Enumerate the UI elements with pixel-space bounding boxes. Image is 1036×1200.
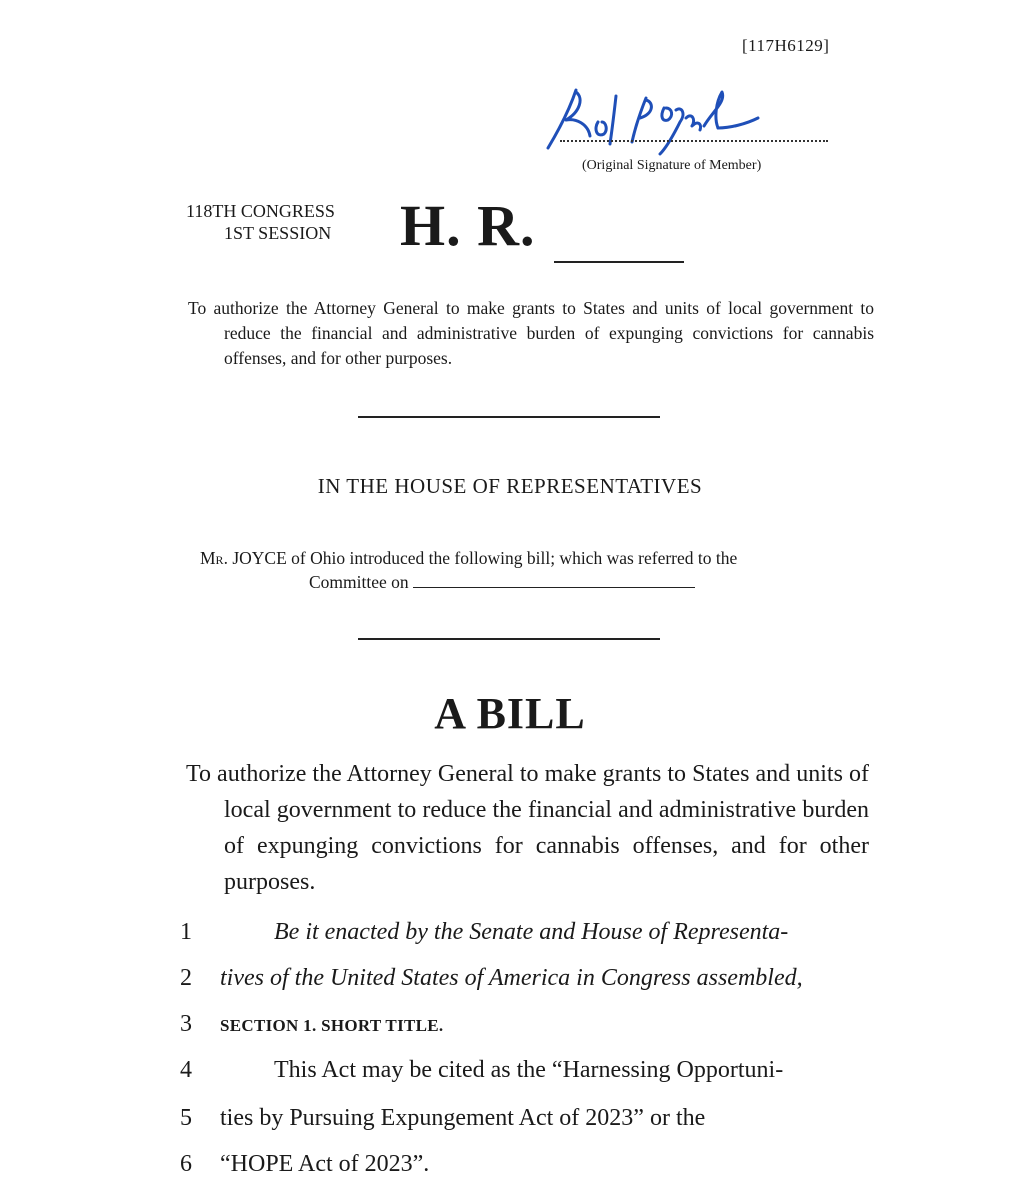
- divider-rule: [358, 638, 660, 640]
- line-number: 6: [180, 1151, 192, 1177]
- document-id: [117H6129]: [742, 36, 830, 55]
- bill-line: [180, 1004, 840, 1044]
- committee-label: Committee on: [309, 572, 409, 592]
- bill-line: [180, 912, 840, 952]
- chamber-heading: IN THE HOUSE OF REPRESENTATIVES: [317, 474, 703, 498]
- divider-rule: [358, 416, 660, 418]
- committee-blank: [413, 573, 695, 588]
- member-signature: [536, 78, 776, 158]
- bill-heading: A BILL: [434, 689, 586, 738]
- hr-title: H. R.: [400, 193, 536, 258]
- short-description: To authorize the Attorney General to make grants to States and units of local government to reduce the financial and administrative burden of expunging convictions for cannabis offenses, and for other purposes.: [188, 298, 874, 368]
- introduction-paragraph: [200, 546, 840, 594]
- committee-line: [200, 570, 840, 594]
- sponsor-name: Mr. JOYCE: [200, 548, 287, 568]
- bill-number-blank: [554, 261, 684, 263]
- long-title: To authorize the Attorney General to make grants to States and units of local government to reduce the financial and administrative burden of expunging convictions for cannabis offenses, and for other purposes.: [186, 761, 869, 895]
- congress-line: 118TH CONGRESS: [186, 201, 335, 221]
- line-text: This Act may be cited as the “Harnessing Opportuni-: [274, 1057, 784, 1083]
- signature-caption: (Original Signature of Member): [582, 158, 762, 173]
- line-number: 4: [180, 1057, 192, 1083]
- session-line: 1ST SESSION: [224, 223, 332, 243]
- introduction-text: of Ohio introduced the following bill; which was referred to the: [291, 548, 738, 568]
- bill-line: [180, 958, 840, 998]
- signature-line: [560, 140, 828, 142]
- bill-line: [180, 1098, 840, 1138]
- line-number: 5: [180, 1105, 192, 1131]
- line-number: 2: [180, 965, 192, 991]
- bill-line: [180, 1050, 840, 1090]
- line-number: 3: [180, 1011, 192, 1037]
- congress-session-block: [186, 200, 335, 244]
- line-text: “HOPE Act of 2023”.: [220, 1151, 430, 1177]
- line-number: 1: [180, 919, 192, 945]
- line-text: tives of the United States of America in Congress assembled,: [220, 965, 803, 991]
- line-text: ties by Pursuing Expungement Act of 2023” or the: [220, 1105, 706, 1131]
- section-heading: SECTION 1. SHORT TITLE.: [220, 1016, 444, 1035]
- line-text: Be it enacted by the Senate and House of Representa-: [274, 919, 789, 945]
- bill-line: [180, 1144, 840, 1184]
